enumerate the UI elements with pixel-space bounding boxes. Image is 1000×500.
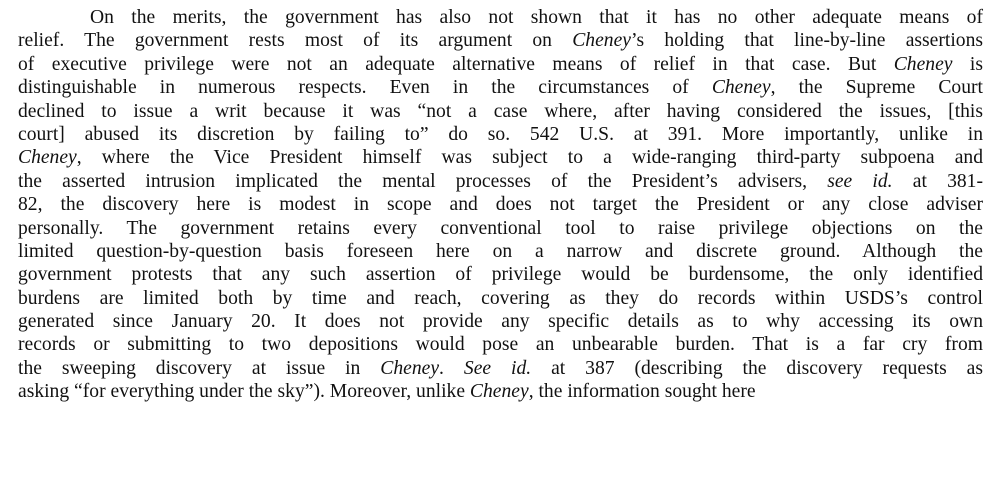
text-run: On the merits, the government has also not shown that it has no other adequate means of bbox=[90, 7, 983, 28]
italic-citation: Cheney bbox=[572, 30, 631, 52]
text-run: generated since January 20. It does not provide any specific details as to why accessing its own bbox=[18, 311, 983, 333]
text-run: at 387 (describing the discovery requests as bbox=[531, 357, 983, 379]
text-line bbox=[18, 310, 983, 333]
text-run: ’s holding that line-by-line assertions bbox=[631, 30, 983, 52]
text-line bbox=[18, 217, 983, 240]
text-line bbox=[18, 146, 983, 169]
text-run: records or submitting to two depositions would pose an unbearable burden. That is a far cry from bbox=[18, 334, 983, 356]
italic-citation: Cheney bbox=[711, 77, 771, 99]
italic-citation: Cheney bbox=[893, 53, 953, 75]
text-line bbox=[18, 100, 983, 123]
text-line bbox=[18, 6, 983, 29]
text-line bbox=[18, 123, 983, 146]
text-line bbox=[18, 263, 983, 286]
text-run: , the Supreme Court bbox=[770, 77, 983, 99]
text-run: government protests that any such assertion of privilege would be burdensome, the only identified bbox=[18, 264, 983, 286]
text-run: personally. The government retains every conventional tool to raise privilege objections on the bbox=[18, 217, 983, 239]
text-line bbox=[18, 380, 983, 403]
text-run: court] abused its discretion by failing to” do so. 542 U.S. at 391. More importantly, unlike in bbox=[18, 123, 983, 145]
text-line bbox=[18, 29, 983, 52]
text-line bbox=[18, 76, 983, 99]
text-run: at 381- bbox=[892, 170, 983, 192]
text-run: , the information sought here bbox=[528, 381, 756, 403]
text-line bbox=[18, 357, 983, 380]
text-line bbox=[18, 53, 983, 76]
italic-citation: Cheney bbox=[380, 357, 440, 379]
text-line bbox=[18, 287, 983, 310]
text-run: 82, the discovery here is modest in scope and does not target the President or any close adviser bbox=[18, 194, 983, 216]
paragraph-merits bbox=[18, 6, 983, 404]
italic-citation: Cheney bbox=[469, 381, 529, 403]
text-run: is bbox=[952, 53, 983, 75]
text-run: asking “for everything under the sky”). Moreover, unlike bbox=[18, 381, 470, 403]
text-line bbox=[18, 193, 983, 216]
text-line bbox=[18, 333, 983, 356]
text-run: the sweeping discovery at issue in bbox=[18, 357, 381, 379]
italic-citation: See id. bbox=[463, 357, 532, 379]
text-run: relief. The government rests most of its argument on bbox=[18, 30, 573, 52]
italic-citation: Cheney bbox=[18, 147, 77, 169]
text-run: distinguishable in numerous respects. Even in the circumstances of bbox=[18, 77, 712, 99]
italic-citation: see id. bbox=[827, 170, 893, 192]
text-run: the asserted intrusion implicated the mental processes of the President’s advisers, bbox=[18, 170, 828, 192]
text-run: , where the Vice President himself was subject to a wide-ranging third-party subpoena and bbox=[76, 147, 983, 169]
text-run: burdens are limited both by time and reach, covering as they do records within USDS’s control bbox=[18, 287, 983, 309]
text-run: declined to issue a writ because it was “not a case where, after having considered the issues, [this bbox=[18, 100, 983, 122]
text-run: limited question-by-question basis foreseen here on a narrow and discrete ground. Although the bbox=[18, 240, 983, 262]
text-run: . bbox=[439, 357, 464, 379]
text-line bbox=[18, 170, 983, 193]
text-run: of executive privilege were not an adequate alternative means of relief in that case. But bbox=[18, 53, 894, 75]
text-line bbox=[18, 240, 983, 263]
